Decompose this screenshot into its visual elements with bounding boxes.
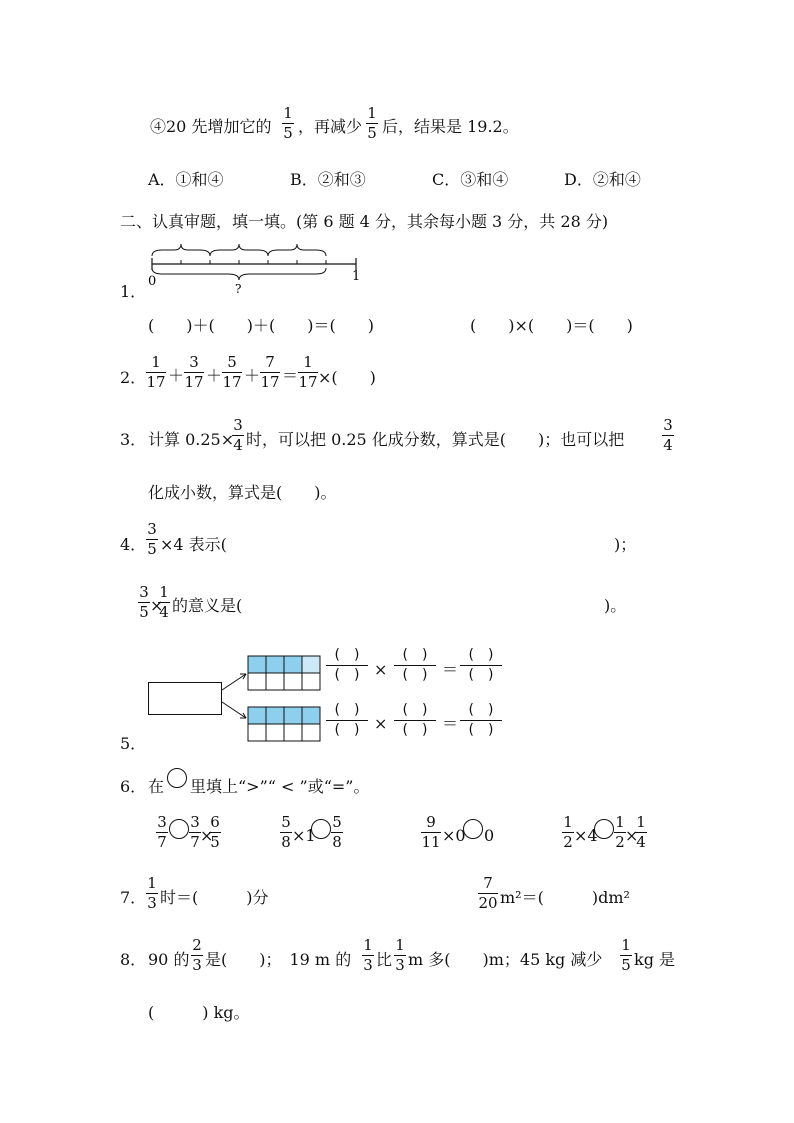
fraction-blank[interactable]: ( ) ( ) <box>326 703 368 739</box>
fraction-grid-bottom <box>247 706 323 742</box>
grid-cell <box>266 673 284 690</box>
q6-pre: 在 <box>148 777 165 796</box>
equals-sign: ＝ <box>442 714 459 733</box>
item4-mid: ，再减少 <box>298 117 363 136</box>
compare-circle[interactable] <box>463 819 483 839</box>
fraction: 5 8 <box>332 813 342 851</box>
option-b[interactable]: B．②和③ <box>290 170 366 189</box>
equals-sign: ＝ <box>442 660 459 679</box>
fraction: 3 7 <box>190 813 200 851</box>
fraction: 1 5 <box>621 936 631 974</box>
plus-sign: ＋ <box>206 366 223 385</box>
grid-cell <box>284 724 302 741</box>
q8-number: 8． <box>120 950 147 969</box>
fraction: 3 5 <box>139 583 149 621</box>
grid-cell <box>302 656 320 673</box>
circle-icon <box>167 768 187 788</box>
q8-d[interactable]: m 多( )m；45 kg 减少 <box>408 950 603 969</box>
fraction: 1 2 <box>615 813 625 851</box>
fraction: 1 2 <box>563 813 573 851</box>
q8-b[interactable]: 是( )； 19 m 的 <box>205 950 352 969</box>
question-mark: ? <box>235 282 242 296</box>
grid-cell <box>302 673 320 690</box>
fraction: 6 5 <box>210 813 220 851</box>
q6-item2-mid: ×1 <box>292 826 316 845</box>
q1-add-expression[interactable]: ( )＋( )＋( )＝( ) <box>148 316 374 335</box>
fraction: 3 7 <box>157 813 167 851</box>
item4-pre: ④20 先增加它的 <box>150 117 272 136</box>
fraction: 1 4 <box>159 583 169 621</box>
grid-cell <box>302 707 320 724</box>
q2-answer-blank[interactable]: ×( ) <box>318 368 376 387</box>
compare-circle[interactable] <box>169 819 189 839</box>
fraction: 5 8 <box>281 813 291 851</box>
q2-number: 2． <box>120 368 147 387</box>
times-sign: × <box>374 660 388 679</box>
grid-cell <box>284 707 302 724</box>
fraction: 1 3 <box>363 936 373 974</box>
fraction: 3 4 <box>663 416 673 454</box>
q7-time-blank[interactable]: 时＝( )分 <box>160 888 269 907</box>
fraction-blank[interactable]: ( ) ( ) <box>394 648 436 684</box>
fraction: 7 20 <box>478 874 498 912</box>
q6-item4-mid: ×4 <box>574 826 598 845</box>
q8-e: kg 是 <box>634 950 676 969</box>
plus-sign: ＋ <box>168 366 185 385</box>
fraction: 1 4 <box>636 813 646 851</box>
fraction: 7 17 <box>260 353 280 391</box>
q4-end1: )； <box>614 535 637 554</box>
q4-mid2: 的意义是( <box>172 596 243 615</box>
plus-sign: ＋ <box>244 366 261 385</box>
fraction: 9 11 <box>421 813 441 851</box>
grid-cell <box>284 673 302 690</box>
q8-c: 比 <box>376 950 393 969</box>
fraction-blank[interactable]: ( ) ( ) <box>326 648 368 684</box>
fraction: 5 17 <box>222 353 242 391</box>
grid-cell <box>248 673 266 690</box>
option-a[interactable]: A．①和④ <box>148 170 224 189</box>
times-sign: × <box>625 826 639 845</box>
q6-post: 里填上“>”“ < ”或“=”。 <box>190 777 370 796</box>
fraction-blank[interactable]: ( ) ( ) <box>460 703 502 739</box>
fraction: 1 5 <box>283 104 293 142</box>
equals-sign: ＝ <box>282 366 299 385</box>
fraction: 3 4 <box>233 416 243 454</box>
option-c[interactable]: C．③和④ <box>432 170 509 189</box>
q4-number: 4． <box>120 535 147 554</box>
q5-number: 5． <box>120 734 147 753</box>
fraction-blank[interactable]: ( ) ( ) <box>460 648 502 684</box>
grid-cell <box>302 724 320 741</box>
grid-cell <box>284 656 302 673</box>
fraction: 3 17 <box>184 353 204 391</box>
fraction: 3 5 <box>147 520 157 558</box>
grid-cell <box>266 724 284 741</box>
grid-cell <box>266 656 284 673</box>
blank-box[interactable] <box>148 682 222 715</box>
grid-cell <box>248 707 266 724</box>
q8-a: 90 的 <box>148 950 190 969</box>
option-d[interactable]: D．②和④ <box>564 170 641 189</box>
fraction: 1 3 <box>147 874 157 912</box>
grid-cell <box>266 707 284 724</box>
q8-line2[interactable]: ( ) kg。 <box>148 1003 250 1022</box>
q4-end2: )。 <box>604 596 627 615</box>
grid-cell <box>248 724 266 741</box>
fraction: 1 17 <box>298 353 318 391</box>
fraction: 1 5 <box>367 104 377 142</box>
q3-number: 3． <box>120 430 147 449</box>
q1-number: 1． <box>120 282 147 301</box>
item4-post: 后，结果是 19.2。 <box>382 117 519 136</box>
q3-pre: 计算 0.25× <box>148 430 235 449</box>
fraction-grid-top <box>247 655 323 691</box>
fraction: 2 3 <box>192 936 202 974</box>
fraction: 1 17 <box>146 353 166 391</box>
q6-item3-right: 0 <box>484 826 495 845</box>
compare-circle[interactable] <box>594 819 614 839</box>
fraction-blank[interactable]: ( ) ( ) <box>394 703 436 739</box>
q3-line2[interactable]: 化成小数，算式是( )。 <box>148 483 337 502</box>
q7-number: 7． <box>120 888 147 907</box>
line-label-end: 1 <box>352 269 361 284</box>
q6-number: 6． <box>120 777 147 796</box>
compare-circle[interactable] <box>311 819 331 839</box>
q7-area-blank[interactable]: m²＝( )dm² <box>500 888 630 907</box>
q6-item3-mid: ×0 <box>442 826 466 845</box>
times-sign: × <box>200 826 214 845</box>
grid-cell <box>248 656 266 673</box>
fraction: 1 3 <box>395 936 405 974</box>
q1-mul-expression[interactable]: ( )×( )＝( ) <box>470 316 633 335</box>
line-label-start: 0 <box>148 274 157 289</box>
q4-mid: ×4 表示( <box>160 535 227 554</box>
q3-mid[interactable]: 时，可以把 0.25 化成分数，算式是( )；也可以把 <box>246 430 625 449</box>
section-title: 二、认真审题，填一填。(第 6 题 4 分，其余每小题 3 分，共 28 分) <box>120 212 609 231</box>
number-line-diagram <box>140 238 370 298</box>
times-sign: × <box>150 596 164 615</box>
times-sign: × <box>374 714 388 733</box>
